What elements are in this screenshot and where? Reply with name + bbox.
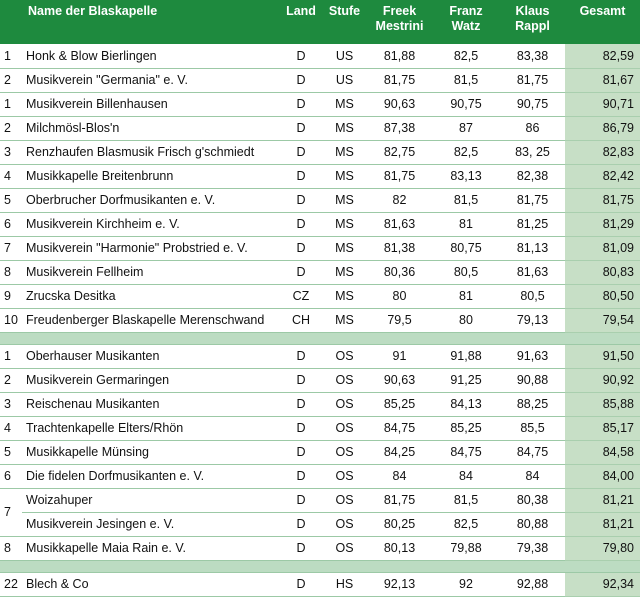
judge-1-score-cell: 81,75 — [367, 68, 432, 92]
band-name-cell: Oberbrucher Dorfmusikanten e. V. — [22, 188, 280, 212]
judge-3-score-cell: 92,88 — [500, 572, 565, 596]
band-name-cell: Zrucska Desitka — [22, 284, 280, 308]
judge-2-score-cell: 91,88 — [432, 344, 500, 368]
total-score-cell: 81,67 — [565, 68, 640, 92]
band-name-cell: Renzhaufen Blasmusik Frisch g'schmiedt — [22, 140, 280, 164]
judge-1-score-cell: 81,63 — [367, 212, 432, 236]
level-cell: OS — [322, 368, 367, 392]
header-rank — [0, 0, 22, 44]
level-cell: OS — [322, 464, 367, 488]
country-cell: D — [280, 512, 322, 536]
rank-cell: 9 — [0, 284, 22, 308]
total-score-cell: 79,80 — [565, 536, 640, 560]
judge-3-score-cell: 83,38 — [500, 44, 565, 68]
total-score-cell: 79,54 — [565, 308, 640, 332]
rank-cell: 6 — [0, 464, 22, 488]
header-total: Gesamt — [565, 0, 640, 44]
judge-1-score-cell: 87,38 — [367, 116, 432, 140]
table-row — [0, 572, 640, 596]
table-row — [0, 464, 640, 488]
level-cell: MS — [322, 212, 367, 236]
country-cell: D — [280, 440, 322, 464]
country-cell: D — [280, 92, 322, 116]
judge-2-score-cell: 81,5 — [432, 488, 500, 512]
judge-2-score-cell: 84,75 — [432, 440, 500, 464]
country-cell: D — [280, 488, 322, 512]
table-row — [0, 188, 640, 212]
judge-2-score-cell: 92 — [432, 572, 500, 596]
country-cell: D — [280, 212, 322, 236]
header-judge-3: Klaus Rappl — [500, 0, 565, 44]
judge-3-score-cell: 81,75 — [500, 68, 565, 92]
total-score-cell: 81,75 — [565, 188, 640, 212]
total-score-cell: 84,00 — [565, 464, 640, 488]
country-cell: D — [280, 464, 322, 488]
band-name-cell: Musikverein Jesingen e. V. — [22, 512, 280, 536]
rank-cell: 8 — [0, 536, 22, 560]
table-row — [0, 284, 640, 308]
level-cell: OS — [322, 512, 367, 536]
country-cell: D — [280, 68, 322, 92]
rank-cell: 8 — [0, 260, 22, 284]
rank-cell: 6 — [0, 212, 22, 236]
table-row — [0, 344, 640, 368]
rank-cell: 4 — [0, 416, 22, 440]
band-name-cell: Blech & Co — [22, 572, 280, 596]
judge-3-score-cell: 81,63 — [500, 260, 565, 284]
total-score-cell: 81,21 — [565, 512, 640, 536]
judge-3-score-cell: 82,38 — [500, 164, 565, 188]
table-row — [0, 308, 640, 332]
judge-1-score-cell: 81,38 — [367, 236, 432, 260]
band-name-cell: Honk & Blow Bierlingen — [22, 44, 280, 68]
header-land: Land — [280, 0, 322, 44]
judge-2-score-cell: 81,5 — [432, 68, 500, 92]
judge-1-score-cell: 84 — [367, 464, 432, 488]
judge-1-score-cell: 90,63 — [367, 92, 432, 116]
total-score-cell: 80,83 — [565, 260, 640, 284]
level-cell: US — [322, 44, 367, 68]
level-cell: MS — [322, 236, 367, 260]
band-name-cell: Oberhauser Musikanten — [22, 344, 280, 368]
level-cell: MS — [322, 188, 367, 212]
judge-1-score-cell: 80,36 — [367, 260, 432, 284]
band-name-cell: Musikverein Kirchheim e. V. — [22, 212, 280, 236]
total-score-cell: 90,92 — [565, 368, 640, 392]
total-score-cell: 82,83 — [565, 140, 640, 164]
level-cell: OS — [322, 440, 367, 464]
group-separator — [0, 332, 640, 344]
level-cell: OS — [322, 488, 367, 512]
table-row — [0, 440, 640, 464]
band-name-cell: Musikverein "Germania" e. V. — [22, 68, 280, 92]
band-name-cell: Trachtenkapelle Elters/Rhön — [22, 416, 280, 440]
rank-cell: 7 — [0, 236, 22, 260]
judge-2-score-cell: 80,5 — [432, 260, 500, 284]
judge-3-score-cell: 79,38 — [500, 536, 565, 560]
judge-1-score-cell: 84,75 — [367, 416, 432, 440]
total-score-cell: 82,42 — [565, 164, 640, 188]
judge-2-score-cell: 79,88 — [432, 536, 500, 560]
table-row — [0, 260, 640, 284]
judge-2-score-cell: 81,5 — [432, 188, 500, 212]
header-judge-2: Franz Watz — [432, 0, 500, 44]
judge-1-score-cell: 81,88 — [367, 44, 432, 68]
band-name-cell: Milchmösl-Blos'n — [22, 116, 280, 140]
total-score-cell: 81,21 — [565, 488, 640, 512]
level-cell: OS — [322, 416, 367, 440]
level-cell: MS — [322, 260, 367, 284]
rank-cell: 10 — [0, 308, 22, 332]
band-name-cell: Musikkapelle Breitenbrunn — [22, 164, 280, 188]
total-score-cell: 81,29 — [565, 212, 640, 236]
judge-2-score-cell: 80 — [432, 308, 500, 332]
judge-2-score-cell: 82,5 — [432, 512, 500, 536]
judge-2-score-cell: 84 — [432, 464, 500, 488]
judge-3-score-cell: 83, 25 — [500, 140, 565, 164]
judge-2-score-cell: 80,75 — [432, 236, 500, 260]
judge-2-score-cell: 82,5 — [432, 140, 500, 164]
judge-3-score-cell: 84,75 — [500, 440, 565, 464]
band-name-cell: Musikverein "Harmonie" Probstried e. V. — [22, 236, 280, 260]
table-row — [0, 44, 640, 68]
rank-cell: 2 — [0, 116, 22, 140]
level-cell: HS — [322, 572, 367, 596]
table-row — [0, 512, 640, 536]
band-name-cell: Musikkapelle Maia Rain e. V. — [22, 536, 280, 560]
table-header — [0, 0, 640, 44]
total-score-cell: 82,59 — [565, 44, 640, 68]
judge-2-score-cell: 84,13 — [432, 392, 500, 416]
judge-3-score-cell: 80,38 — [500, 488, 565, 512]
rank-cell: 5 — [0, 188, 22, 212]
table-row — [0, 164, 640, 188]
country-cell: CZ — [280, 284, 322, 308]
level-cell: MS — [322, 164, 367, 188]
level-cell: MS — [322, 284, 367, 308]
country-cell: D — [280, 368, 322, 392]
table-row — [0, 236, 640, 260]
level-cell: OS — [322, 536, 367, 560]
judge-1-score-cell: 85,25 — [367, 392, 432, 416]
rank-cell: 2 — [0, 68, 22, 92]
judge-1-score-cell: 80 — [367, 284, 432, 308]
total-score-cell: 81,09 — [565, 236, 640, 260]
judge-3-score-cell: 90,88 — [500, 368, 565, 392]
country-cell: D — [280, 164, 322, 188]
judge-3-score-cell: 81,25 — [500, 212, 565, 236]
rank-cell: 3 — [0, 392, 22, 416]
rank-cell: 4 — [0, 164, 22, 188]
judge-1-score-cell: 79,5 — [367, 308, 432, 332]
total-score-cell: 85,17 — [565, 416, 640, 440]
table-row — [0, 92, 640, 116]
country-cell: D — [280, 392, 322, 416]
judge-2-score-cell: 90,75 — [432, 92, 500, 116]
band-name-cell: Musikkapelle Münsing — [22, 440, 280, 464]
total-score-cell: 92,34 — [565, 572, 640, 596]
header-name: Name der Blaskapelle — [22, 0, 280, 44]
total-score-cell: 86,79 — [565, 116, 640, 140]
rank-cell: 2 — [0, 368, 22, 392]
table-row — [0, 140, 640, 164]
judge-3-score-cell: 88,25 — [500, 392, 565, 416]
country-cell: CH — [280, 308, 322, 332]
judge-1-score-cell: 80,25 — [367, 512, 432, 536]
band-name-cell: Musikverein Germaringen — [22, 368, 280, 392]
judge-3-score-cell: 81,75 — [500, 188, 565, 212]
table-row — [0, 416, 640, 440]
total-score-cell: 84,58 — [565, 440, 640, 464]
band-name-cell: Musikverein Fellheim — [22, 260, 280, 284]
country-cell: D — [280, 44, 322, 68]
judge-1-score-cell: 90,63 — [367, 368, 432, 392]
judge-3-score-cell: 91,63 — [500, 344, 565, 368]
rank-cell: 1 — [0, 92, 22, 116]
header-stufe: Stufe — [322, 0, 367, 44]
table-row — [0, 368, 640, 392]
judge-1-score-cell: 81,75 — [367, 164, 432, 188]
country-cell: D — [280, 236, 322, 260]
rank-cell: 3 — [0, 140, 22, 164]
judge-1-score-cell: 82 — [367, 188, 432, 212]
level-cell: MS — [322, 116, 367, 140]
rank-cell: 1 — [0, 44, 22, 68]
group-separator — [0, 560, 640, 572]
total-score-cell: 90,71 — [565, 92, 640, 116]
judge-3-score-cell: 90,75 — [500, 92, 565, 116]
judge-2-score-cell: 91,25 — [432, 368, 500, 392]
judge-3-score-cell: 80,88 — [500, 512, 565, 536]
judge-1-score-cell: 80,13 — [367, 536, 432, 560]
judge-2-score-cell: 81 — [432, 284, 500, 308]
judge-2-score-cell: 87 — [432, 116, 500, 140]
table-row — [0, 392, 640, 416]
judge-3-score-cell: 80,5 — [500, 284, 565, 308]
judge-1-score-cell: 84,25 — [367, 440, 432, 464]
header-judge-1: Freek Mestrini — [367, 0, 432, 44]
judge-2-score-cell: 85,25 — [432, 416, 500, 440]
judge-1-score-cell: 82,75 — [367, 140, 432, 164]
judge-2-score-cell: 83,13 — [432, 164, 500, 188]
country-cell: D — [280, 188, 322, 212]
rank-cell: 22 — [0, 572, 22, 596]
table-row — [0, 68, 640, 92]
level-cell: MS — [322, 140, 367, 164]
judge-3-score-cell: 84 — [500, 464, 565, 488]
rank-cell: 1 — [0, 344, 22, 368]
band-name-cell: Die fidelen Dorfmusikanten e. V. — [22, 464, 280, 488]
country-cell: D — [280, 260, 322, 284]
country-cell: D — [280, 416, 322, 440]
level-cell: US — [322, 68, 367, 92]
judge-3-score-cell: 86 — [500, 116, 565, 140]
judge-2-score-cell: 82,5 — [432, 44, 500, 68]
rank-cell: 5 — [0, 440, 22, 464]
total-score-cell: 85,88 — [565, 392, 640, 416]
country-cell: D — [280, 572, 322, 596]
country-cell: D — [280, 344, 322, 368]
table-row — [0, 488, 640, 512]
judge-2-score-cell: 81 — [432, 212, 500, 236]
judge-1-score-cell: 81,75 — [367, 488, 432, 512]
judge-3-score-cell: 81,13 — [500, 236, 565, 260]
judge-1-score-cell: 92,13 — [367, 572, 432, 596]
judge-1-score-cell: 91 — [367, 344, 432, 368]
table-row — [0, 536, 640, 560]
country-cell: D — [280, 140, 322, 164]
band-name-cell: Reischenau Musikanten — [22, 392, 280, 416]
level-cell: OS — [322, 392, 367, 416]
country-cell: D — [280, 536, 322, 560]
band-name-cell: Woizahuper — [22, 488, 280, 512]
judge-3-score-cell: 79,13 — [500, 308, 565, 332]
level-cell: MS — [322, 308, 367, 332]
country-cell: D — [280, 116, 322, 140]
judge-3-score-cell: 85,5 — [500, 416, 565, 440]
table-body — [0, 44, 640, 596]
total-score-cell: 80,50 — [565, 284, 640, 308]
rank-cell: 7 — [0, 488, 22, 536]
level-cell: MS — [322, 92, 367, 116]
level-cell: OS — [322, 344, 367, 368]
total-score-cell: 91,50 — [565, 344, 640, 368]
band-name-cell: Musikverein Billenhausen — [22, 92, 280, 116]
band-name-cell: Freudenberger Blaskapelle Merenschwand — [22, 308, 280, 332]
table-row — [0, 212, 640, 236]
table-row — [0, 116, 640, 140]
